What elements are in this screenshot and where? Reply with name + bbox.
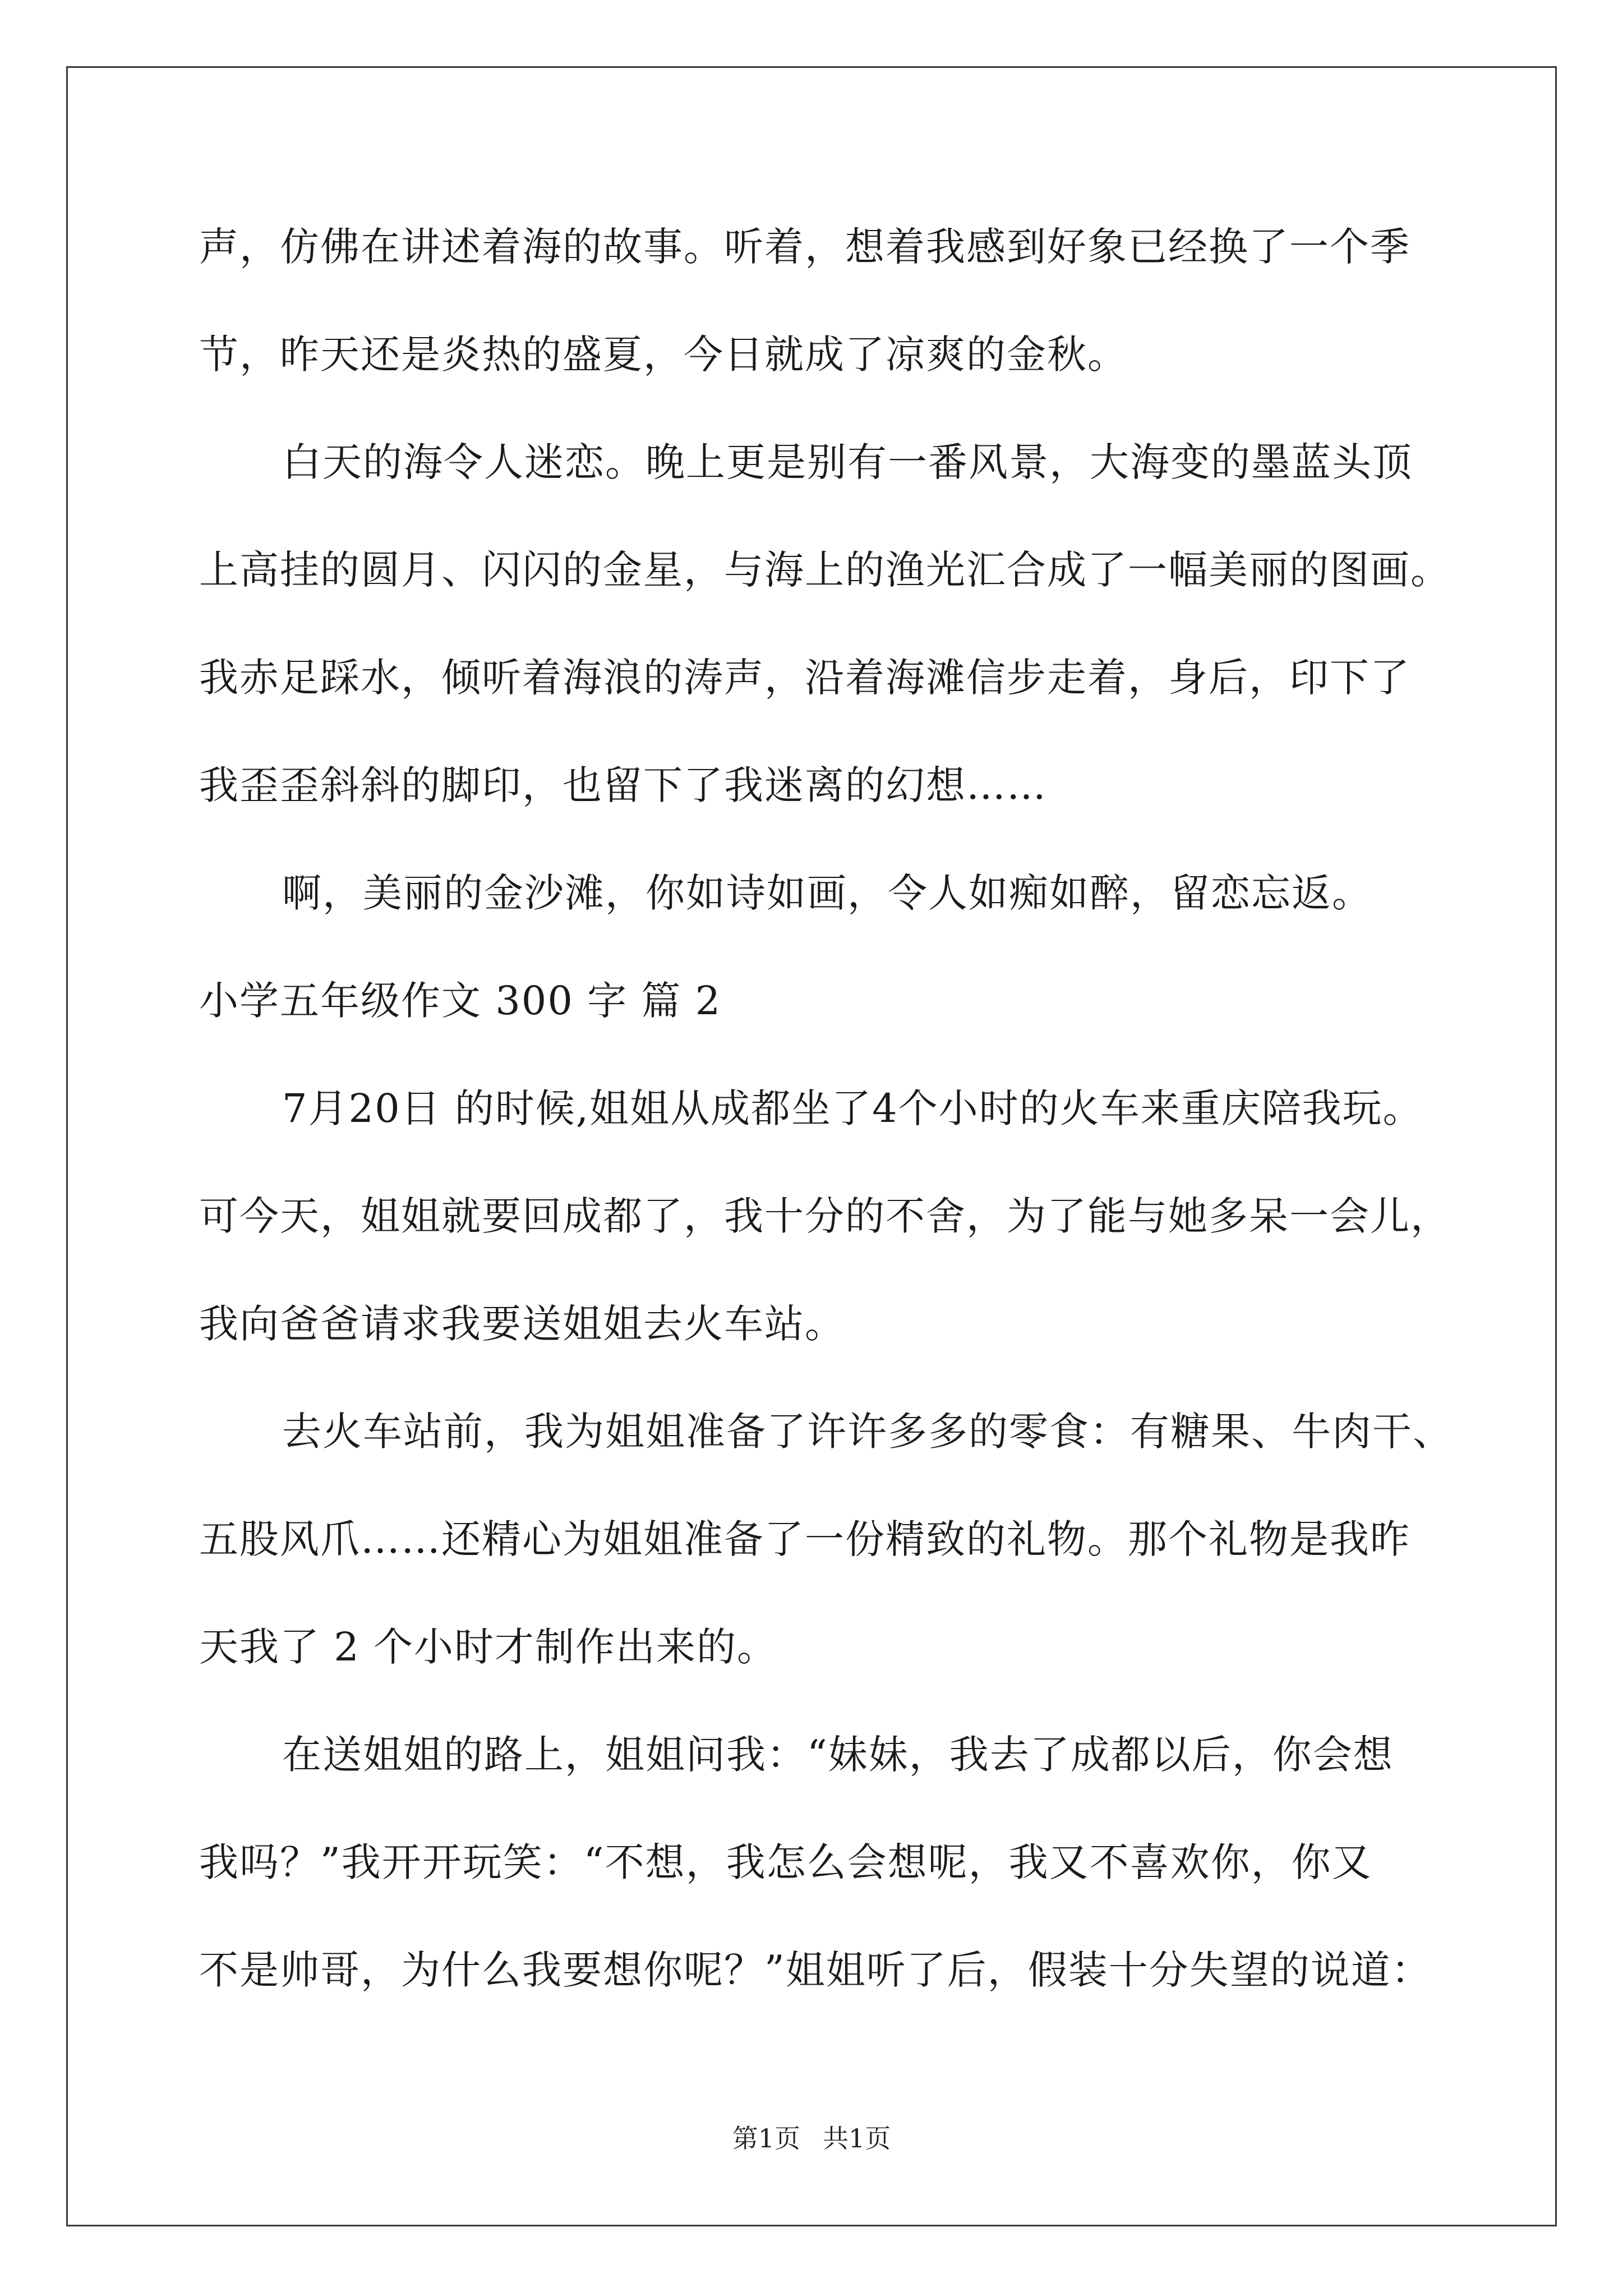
text-line: 我吗？”我开开玩笑：“不想，我怎么会想呢，我又不喜欢你，你又: [199, 1839, 1372, 1885]
text-line: 小学五年级作文 300 字 篇 2: [199, 978, 722, 1024]
text-line: 节，昨天还是炎热的盛夏，今日就成了凉爽的金秋。: [199, 332, 1128, 378]
document-body: [199, 216, 1453, 2047]
text-line: 五股风爪……还精心为姐姐准备了一份精致的礼物。那个礼物是我昨: [199, 1516, 1410, 1562]
page-total: 共1页: [823, 2123, 891, 2154]
text-line: 可今天，姐姐就要回成都了，我十分的不舍，为了能与她多呆一会儿，: [199, 1193, 1451, 1239]
text-line: 我赤足踩水，倾听着海浪的涛声，沿着海滩信步走着，身后，印下了: [199, 655, 1410, 701]
text-line: 啊，美丽的金沙滩，你如诗如画，令人如痴如醉，留恋忘返。: [282, 870, 1372, 916]
text-line: 不是帅哥，为什么我要想你呢？”姐姐听了后，假装十分失望的说道：: [199, 1947, 1432, 1993]
text-line: 我歪歪斜斜的脚印，也留下了我迷离的幻想……: [199, 762, 1047, 808]
page-number: 第1页: [732, 2123, 800, 2154]
page-footer: [0, 2122, 1623, 2155]
text-line: 去火车站前，我为姐姐准备了许许多多的零食：有糖果、牛肉干、: [282, 1409, 1453, 1455]
text-line: 上高挂的圆月、闪闪的金星，与海上的渔光汇合成了一幅美丽的图画。: [199, 547, 1451, 593]
text-line: 白天的海令人迷恋。晚上更是别有一番风景，大海变的墨蓝头顶: [282, 439, 1413, 485]
text-line: 声，仿佛在讲述着海的故事。听着，想着我感到好象已经换了一个季: [199, 224, 1410, 270]
text-line: 我向爸爸请求我要送姐姐去火车站。: [199, 1301, 845, 1347]
text-line: 在送姐姐的路上，姐姐问我：“妹妹，我去了成都以后，你会想: [282, 1732, 1394, 1778]
text-line: 7月20日 的时候,姐姐从成都坐了4个小时的火车来重庆陪我玩。: [282, 1085, 1423, 1131]
text-line: 天我了 2 个小时才制作出来的。: [199, 1624, 778, 1670]
